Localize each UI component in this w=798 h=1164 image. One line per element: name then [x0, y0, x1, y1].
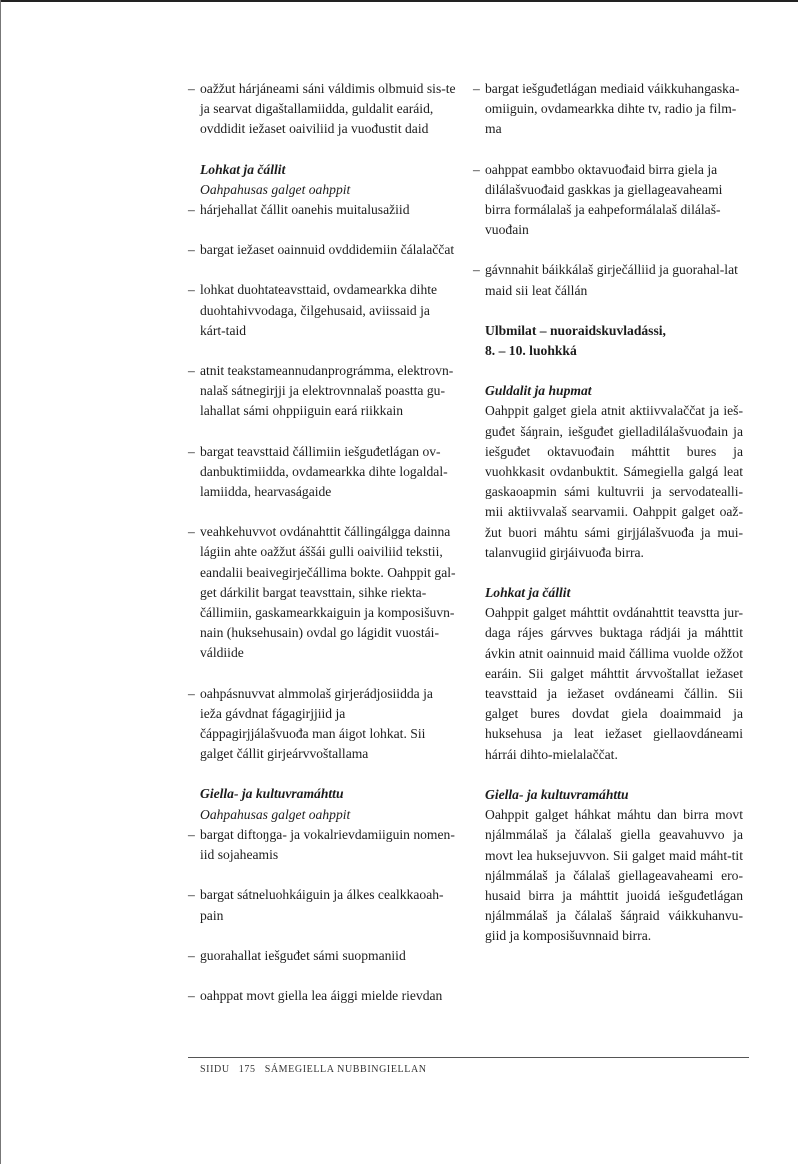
list-item: – bargat teavsttaid čállimiin iešguđetlágan ov-danbuktimiidda, ovdamearkka dihte logaldal-lamiidda, hearvaságaide — [188, 442, 456, 503]
top-border-line — [0, 0, 798, 2]
section-heading: Giella- ja kultuvramáhttu — [485, 786, 629, 802]
section-heading: Lohkat ja čállit — [485, 585, 571, 601]
section-guldalit — [473, 381, 743, 563]
section-giella — [473, 785, 743, 947]
list-item: – veahkehuvvot ovdánahttit čállingálgga dainna lágiin ahte oažžut áššái gulli oaiviliid tekstii, eandalii beaivegirječállima bokte. Oahppit gal-get dárkilit bargat teavsttain, sihke riekta-čállimiin, gaskamearkkaiguin ja komposišuvn-nain (huksehusain) ovdal go lágidit vuostái-váldiide — [188, 522, 456, 663]
list-item: – oahppat eambbo oktavuođaid birra giela ja dilálašvuođaid gaskkas ja giellageavaheami birra formálalaš ja eahpeformálalaš dilálaš-vuođain — [473, 160, 743, 241]
section-subheading: Oahpahusas galget oahppit — [200, 806, 351, 822]
left-border-line — [0, 0, 1, 1164]
list-item: – bargat sátneluohkáiguin ja álkes cealkkaoah-pain — [188, 885, 456, 925]
footer-rule — [188, 1057, 749, 1058]
left-column — [188, 79, 456, 1026]
list-item: – guorahallat iešguđet sámi suopmaniid — [188, 946, 456, 966]
section-paragraph: Oahppit galget máhttit ovdánahttit teavstta jur-daga rájes gárvves buktaga rádjái ja máhttit ávkin atnit oainnuid maid čállima vuolde ožžot earáin. Sii galget máhttit árvvoštallat iežaset teavsttaid ja iežaset ovdáneami čállin. Sii galget bures dovdat giela doaimmaid ja huksehusa ja leat iežaset giellaovdáneami hárrái dihto-mielalaččat. — [485, 605, 743, 762]
list-item: – oažžut hárjáneami sáni váldimis olbmuid sis-te ja searvat digaštallamiidda, guldalit earáid, ovddidit iežaset oaiviliid ja vuođustit daid — [188, 79, 456, 140]
stage-title-line: Ulbmilat – nuoraidskuvladássi, — [485, 322, 666, 338]
right-column — [473, 79, 743, 967]
page-number: 175 — [238, 1064, 256, 1075]
list-item: – lohkat duohtateavsttaid, ovdamearkka dihte duohtahivvodaga, čilgehusaid, aviissaid ja kárt-taid — [188, 280, 456, 341]
section-language — [188, 784, 456, 1006]
list-item: – oahpásnuvvat almmolaš girjerádjosiidda ja ieža gávdnat fágagirjjiid ja čáppagirjjálašvuođa man áigot lohkat. Sii galget čállit girjeárvvoštallama — [188, 684, 456, 765]
section-paragraph: Oahppit galget giela atnit aktiivvalaččat ja ieš-guđet šáŋrain, iešguđet gielladilálašvuođain ja iešguđet oktavuođain máhttit bures ja vuohkkasit ovdanbuktit. Sámegiella galgá leat gaskaoapmin sámi kultuvrii ja servodatealli-mii aktiivvalaš searvamii. Oahppit galget oaž-žut buori máhtu sámi girjjálašvuođa ja mui-talanvugiid girjáivuođa birra. — [485, 403, 743, 560]
footer-label: SIIDU — [200, 1064, 230, 1075]
list-item: – bargat diftoŋga- ja vokalrievdamiiguin nomen-iid sojaheamis — [188, 825, 456, 865]
section-lohkat — [473, 583, 743, 765]
list-item: – bargat iešguđetlágan mediaid váikkuhangaska-omiiguin, ovdamearkka dihte tv, radio ja film-ma — [473, 79, 743, 140]
page-footer — [200, 1064, 433, 1075]
section-texts — [188, 160, 456, 765]
footer-title: SÁMEGIELLA NUBBINGIELLAN — [264, 1064, 427, 1075]
list-item: – hárjehallat čállit oanehis muitalusažiid — [188, 200, 456, 220]
section-heading: Giella- ja kultuvramáhttu — [200, 786, 344, 802]
list-item: – atnit teakstameannudanprográmma, elektrovn-nalaš sátnegirjji ja elektrovnnalaš poastta gu-lahallat sámi ohppiiguin eará riikkain — [188, 361, 456, 422]
stage-title — [473, 321, 743, 361]
section-paragraph: Oahppit galget háhkat máhtu dan birra movt njálmmálaš ja čálalaš giella geavahuvvo ja movt lea huksejuvvon. Sii galget maid máht-tit njálmmálaš ja čálalaš giellageavaheami ero-husaid birra ja máhttit juoidá iešguđetlágan njálmmálaš ja čálalaš šáŋraid váikkuhanvu-giid ja komposišuvnnaid birra. — [485, 807, 743, 944]
stage-title-line: 8. – 10. luohkká — [485, 343, 577, 359]
section-heading: Lohkat ja čállit — [200, 161, 286, 177]
list-item: – gávnnahit báikkálaš girječálliid ja guorahal-lat maid sii leat čállán — [473, 260, 743, 300]
section-subheading: Oahpahusas galget oahppit — [200, 181, 351, 197]
list-item: – bargat iežaset oainnuid ovddidemiin čálalaččat — [188, 240, 456, 260]
list-item: – oahppat movt giella lea áiggi mielde rievdan — [188, 986, 456, 1006]
section-heading: Guldalit ja hupmat — [485, 383, 592, 399]
